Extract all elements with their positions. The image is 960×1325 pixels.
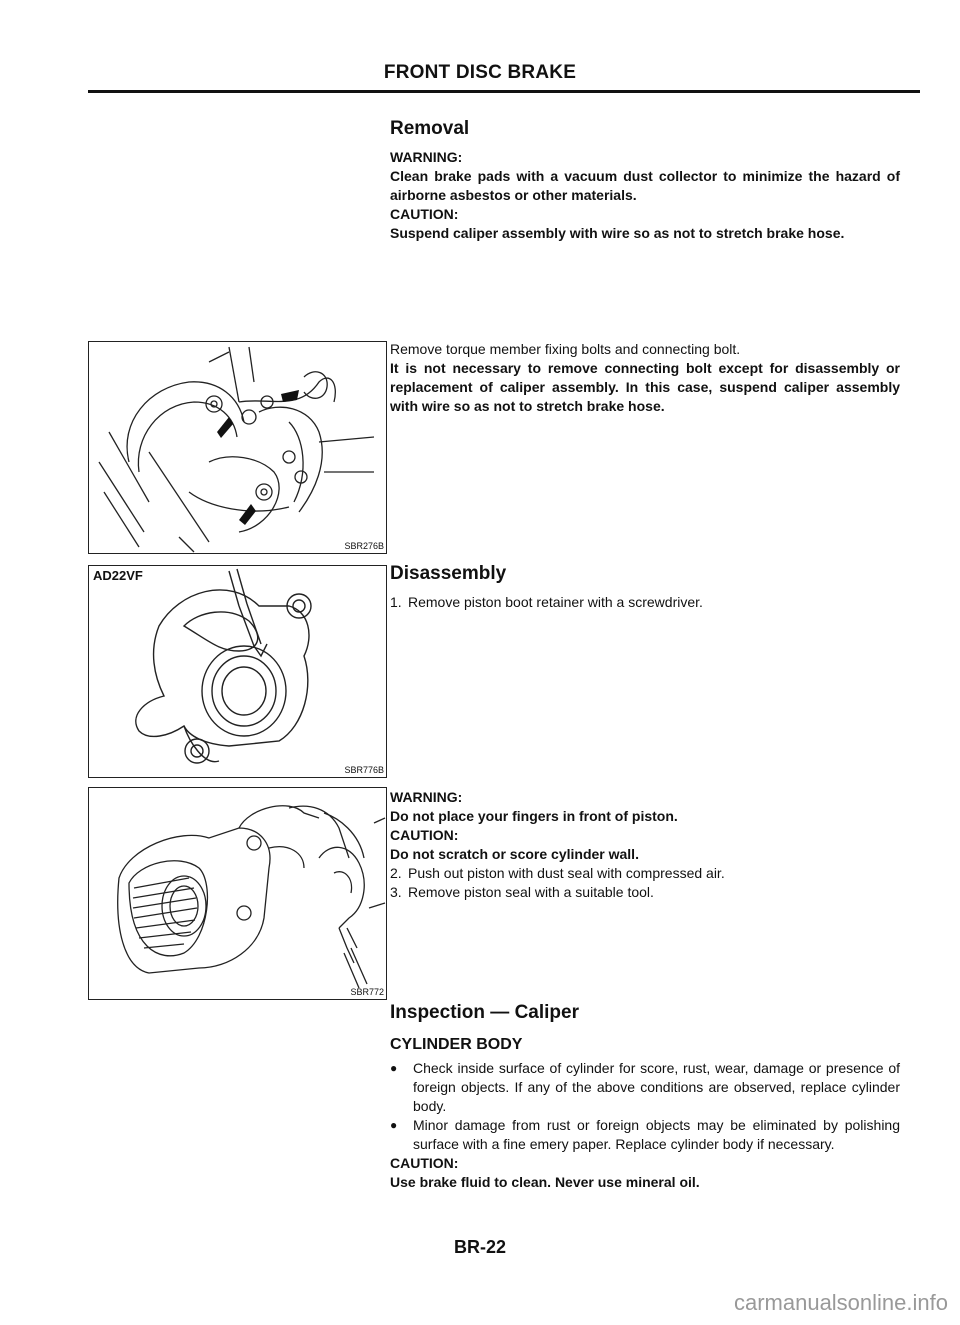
- step-text: Push out piston with dust seal with compressed air.: [408, 865, 725, 881]
- disassembly-step-1: [390, 593, 900, 612]
- step-text: Remove piston boot retainer with a screwdriver.: [408, 594, 703, 610]
- step-number: 3.: [390, 884, 402, 900]
- step-number: 2.: [390, 865, 402, 881]
- inspection-caution-text: Use brake fluid to clean. Never use mineral oil.: [390, 1174, 700, 1190]
- figure-code: SBR276B: [344, 541, 384, 551]
- header-rule: [88, 90, 920, 93]
- removal-steps: [390, 340, 900, 416]
- removal-warning-label: WARNING:: [390, 149, 463, 165]
- removal-caution-text: Suspend caliper assembly with wire so as not to stretch brake hose.: [390, 225, 845, 241]
- step-number: 1.: [390, 594, 402, 610]
- figure-code: SBR776B: [344, 765, 384, 775]
- figure-piston-boot-retainer: [88, 565, 387, 778]
- page-title: FRONT DISC BRAKE: [383, 62, 577, 83]
- inspection-section: [390, 1002, 900, 1192]
- removal-heading: Removal: [390, 118, 470, 139]
- figure-torque-member-bolts: [88, 341, 387, 554]
- bullet-text: Check inside surface of cylinder for score, rust, wear, damage or presence of foreign objects. If any of the above conditions are observed, replace cylinder body.: [413, 1060, 900, 1114]
- inspection-bullet-2: [390, 1116, 900, 1154]
- disassembly-section: [390, 563, 900, 612]
- disassembly-caution-text: Do not scratch or score cylinder wall.: [390, 846, 639, 862]
- figure-label: AD22VF: [93, 568, 143, 583]
- disassembly-heading: Disassembly: [390, 563, 507, 584]
- removal-section: [390, 118, 900, 243]
- figure-code: SBR772: [350, 987, 384, 997]
- bullet-dot: ●: [390, 1061, 398, 1075]
- caliper-screwdriver-illustration: [89, 566, 386, 777]
- inspection-caution-label: CAUTION:: [390, 1155, 459, 1171]
- disassembly-step-2: [390, 864, 900, 883]
- caliper-compressed-air-illustration: [89, 788, 386, 999]
- disassembly-warning-label: WARNING:: [390, 789, 463, 805]
- disassembly-cautions: [390, 788, 900, 902]
- step-text: Remove piston seal with a suitable tool.: [408, 884, 654, 900]
- removal-warning-text: Clean brake pads with a vacuum dust collector to minimize the hazard of airborne asbestos or other materials.: [390, 168, 900, 203]
- bullet-dot: ●: [390, 1118, 398, 1132]
- figure-compressed-air-piston: [88, 787, 387, 1000]
- removal-note-text: It is not necessary to remove connecting bolt except for disassembly or replacement of caliper assembly. In this case, suspend caliper assembly with wire so as not to stretch brake hose.: [390, 360, 900, 414]
- disassembly-caution-label: CAUTION:: [390, 827, 459, 843]
- removal-caution-label: CAUTION:: [390, 206, 459, 222]
- page-number: BR-22: [453, 1237, 506, 1257]
- disassembly-warning-text: Do not place your fingers in front of piston.: [390, 808, 678, 824]
- caliper-bolts-illustration: [89, 342, 386, 553]
- inspection-bullet-1: [390, 1059, 900, 1116]
- watermark: carmanualsonline.info: [733, 1290, 948, 1315]
- inspection-heading: Inspection — Caliper: [390, 1002, 579, 1023]
- bullet-text: Minor damage from rust or foreign objects may be eliminated by polishing surface with a fine emery paper. Replace cylinder body if necessary.: [413, 1117, 900, 1152]
- disassembly-step-3: [390, 883, 900, 902]
- removal-step-text: Remove torque member fixing bolts and connecting bolt.: [390, 341, 741, 357]
- inspection-subheading: CYLINDER BODY: [390, 1036, 523, 1053]
